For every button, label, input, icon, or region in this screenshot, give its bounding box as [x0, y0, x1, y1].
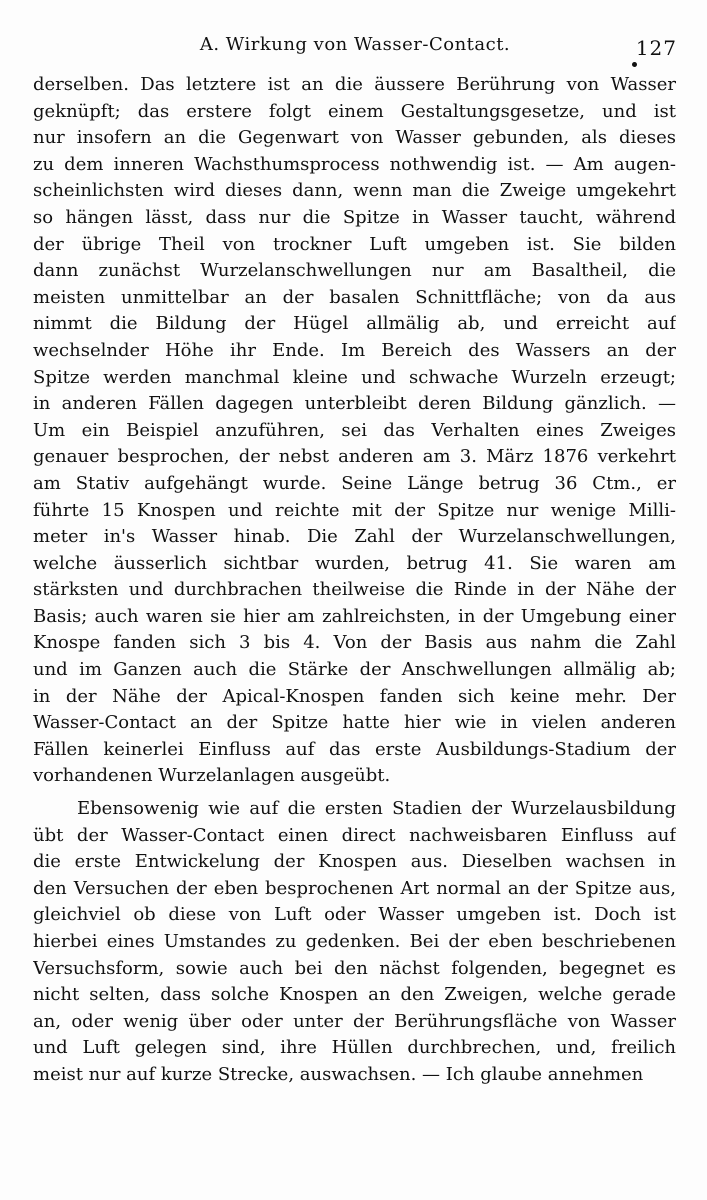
text-line: stärksten und durchbrachen theilweise die Rinde in der Nähe der	[33, 579, 676, 601]
text-line: Spitze werden manchmal kleine und schwache Wurzeln erzeugt;	[33, 366, 676, 388]
text-line: Ebensowenig wie auf die ersten Stadien der Wurzelausbildung	[77, 798, 676, 820]
text-line: an, oder wenig über oder unter der Berührungsfläche von Wasser	[33, 1010, 676, 1032]
text-line: nur insofern an die Gegenwart von Wasser gebunden, als dieses	[33, 127, 676, 149]
text-line: hierbei eines Umstandes zu gedenken. Bei der eben beschriebenen	[33, 931, 676, 952]
text-line: Wasser-Contact an der Spitze hatte hier wie in vielen anderen	[33, 712, 676, 734]
text-line: so hängen lässt, dass nur die Spitze in Wasser taucht, während	[33, 206, 676, 228]
text-line: genauer besprochen, der nebst anderen am 3. März 1876 verkehrt	[33, 446, 676, 468]
paragraph	[33, 72, 676, 790]
page-number: 127	[635, 36, 677, 60]
text-line: derselben. Das letztere ist an die äussere Berührung von Wasser	[33, 74, 676, 95]
text-line: Versuchsform, sowie auch bei den nächst folgenden, begegnet es	[33, 957, 676, 979]
text-line: dann zunächst Wurzelanschwellungen nur am Basaltheil, die	[33, 260, 676, 282]
paragraph	[33, 796, 676, 1089]
text-line: welche äusserlich sichtbar wurden, betrug 41. Sie waren am	[33, 552, 676, 574]
text-line: und Luft gelegen sind, ihre Hüllen durchbrechen, und, freilich	[33, 1037, 676, 1059]
text-line: und im Ganzen auch die Stärke der Anschwellungen allmälig ab;	[33, 659, 676, 681]
text-line: die erste Entwickelung der Knospen aus. Dieselben wachsen in	[33, 851, 676, 873]
text-line: in anderen Fällen dagegen unterbleibt deren Bildung gänzlich. —	[33, 393, 676, 415]
body-text	[33, 72, 676, 1089]
text-line: zu dem inneren Wachsthumsprocess nothwendig ist. — Am augen-	[33, 153, 676, 175]
text-line: am Stativ aufgehängt wurde. Seine Länge betrug 36 Ctm., er	[33, 472, 676, 494]
ink-dot-mark	[632, 62, 637, 67]
text-line: scheinlichsten wird dieses dann, wenn man die Zweige umgekehrt	[33, 180, 676, 202]
text-line: Knospe fanden sich 3 bis 4. Von der Basis aus nahm die Zahl	[33, 632, 676, 654]
text-line: den Versuchen der eben besprochenen Art normal an der Spitze aus,	[33, 877, 676, 899]
text-line: Basis; auch waren sie hier am zahlreichsten, in der Umgebung einer	[33, 605, 676, 627]
text-line: meisten unmittelbar an der basalen Schnittfläche; von da aus	[33, 286, 676, 308]
running-header	[33, 30, 677, 58]
text-line: vorhandenen Wurzelanlagen ausgeübt.	[33, 765, 391, 787]
text-line: meist nur auf kurze Strecke, auswachsen. — Ich glaube annehmen	[33, 1063, 644, 1085]
text-line: nimmt die Bildung der Hügel allmälig ab, und erreicht auf	[33, 313, 676, 335]
text-line: Fällen keinerlei Einfluss auf das erste Ausbildungs-Stadium der	[33, 738, 676, 760]
text-line: Um ein Beispiel anzuführen, sei das Verhalten eines Zweiges	[33, 419, 676, 441]
text-line: geknüpft; das erstere folgt einem Gestaltungsgesetze, und ist	[33, 100, 676, 122]
text-line: der übrige Theil von trockner Luft umgeben ist. Sie bilden	[33, 233, 676, 255]
text-line: übt der Wasser-Contact einen direct nachweisbaren Einfluss auf	[33, 824, 676, 846]
running-title: A. Wirkung von Wasser-Contact.	[199, 34, 511, 55]
text-line: wechselnder Höhe ihr Ende. Im Bereich des Wassers an der	[33, 339, 676, 361]
text-line: führte 15 Knospen und reichte mit der Spitze nur wenige Milli-	[33, 499, 676, 521]
text-line: in der Nähe der Apical-Knospen fanden sich keine mehr. Der	[33, 685, 676, 707]
text-line: meter in's Wasser hinab. Die Zahl der Wurzelanschwellungen,	[33, 526, 676, 548]
text-line: gleichviel ob diese von Luft oder Wasser umgeben ist. Doch ist	[33, 904, 676, 926]
text-line: nicht selten, dass solche Knospen an den Zweigen, welche gerade	[33, 984, 676, 1006]
